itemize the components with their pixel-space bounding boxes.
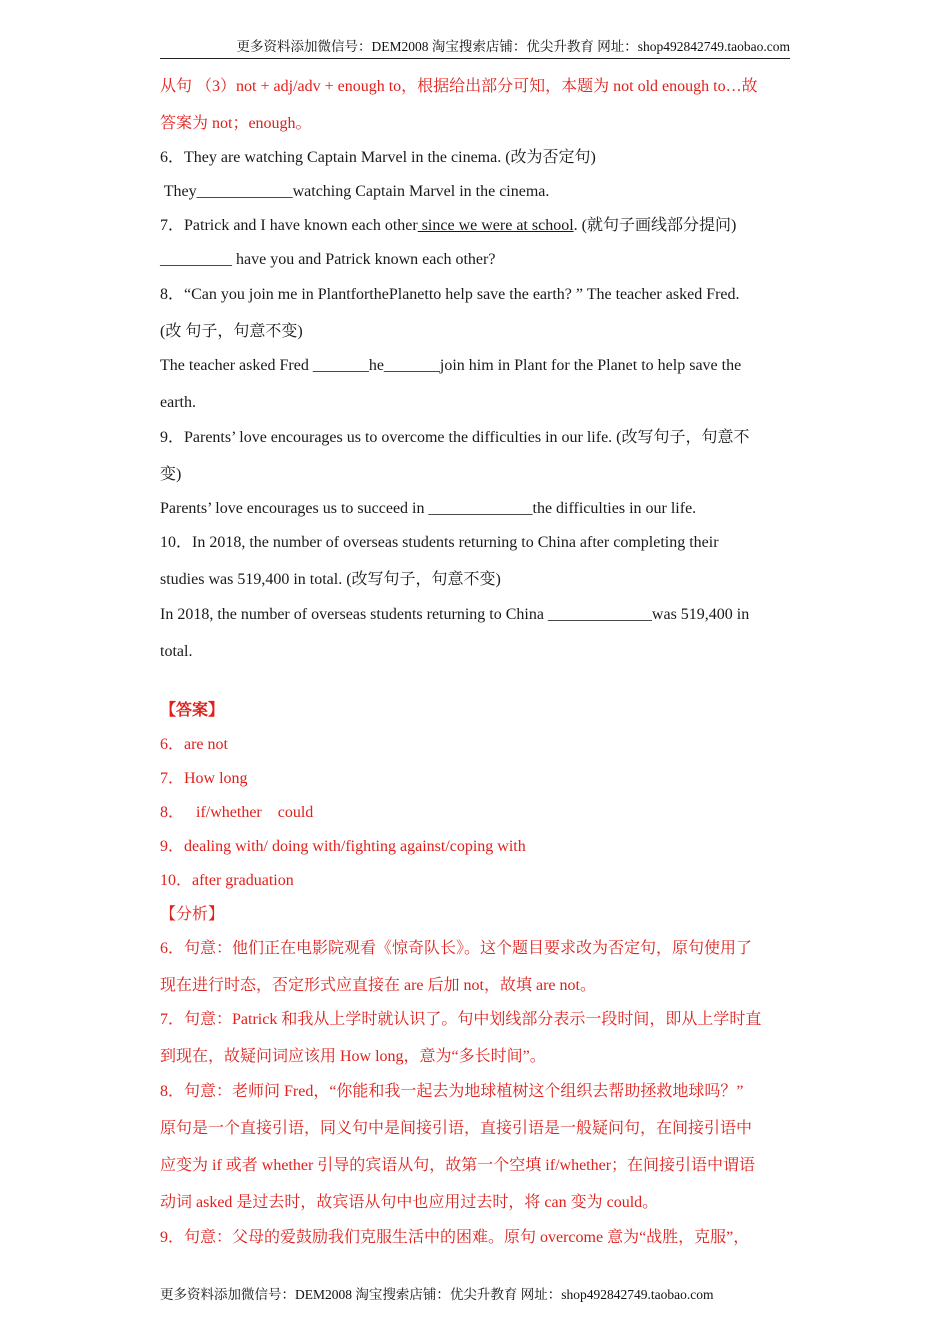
question-7-blank: _________ have you and Patrick known each other? [160, 251, 496, 268]
analysis-8-line-1: 8．句意：老师问 Fred，“你能和我一起去为地球植树这个组织去帮助拯救地球吗？” [160, 1083, 744, 1100]
question-7-prompt [160, 215, 790, 237]
analysis-7-line-1: 7．句意：Patrick 和我从上学时就认识了。句中划线部分表示一段时间，即从上学时直 [160, 1011, 762, 1028]
analysis-6-line-2: 现在进行时态，否定形式应直接在 are 后加 not，故填 are not。 [160, 977, 596, 994]
prev-explanation-line-1: 从句 （3）not + adj/adv + enough to，根据给出部分可知，本题为 not old enough to…故 [160, 78, 758, 95]
answers-heading: 【答案】 [160, 702, 225, 719]
question-10-prompt-continued: studies was 519,400 in total. (改写句子，句意不变) [160, 571, 501, 588]
analysis-9-line-1: 9．句意：父母的爱鼓励我们克服生活中的困难。原句 overcome 意为“战胜，克服”， [160, 1229, 750, 1246]
analysis-8-line-4: 动词 asked 是过去时，故宾语从句中也应用过去时，将 can 变为 could。 [160, 1194, 659, 1211]
analysis-8-line-3: 应变为 if 或者 whether 引导的宾语从句，故第一个空填 if/whether；在间接引语中谓语 [160, 1157, 756, 1174]
question-6-prompt: 6．They are watching Captain Marvel in the cinema. (改为否定句) [160, 149, 596, 166]
question-8-blank-continued: earth. [160, 394, 196, 411]
question-6-blank: They____________watching Captain Marvel in the cinema. [160, 183, 550, 200]
analysis-6-line-1: 6．句意：他们正在电影院观看《惊奇队长》。这个题目要求改为否定句，原句使用了 [160, 940, 753, 957]
question-8-prompt: 8．“Can you join me in PlantforthePlanetto help save the earth? ” The teacher asked Fred. [160, 286, 740, 303]
question-7-prompt-start: 7．Patrick and I have known each other [160, 217, 418, 234]
question-10-blank: In 2018, the number of overseas students returning to China _____________was 519,400 in [160, 606, 750, 623]
question-10-prompt: 10．In 2018, the number of overseas students returning to China after completing their [160, 534, 719, 551]
analysis-heading: 【分析】 [160, 906, 225, 923]
prev-explanation-line-2: 答案为 not；enough。 [160, 115, 312, 132]
answer-6: 6．are not [160, 736, 228, 753]
question-10-blank-continued: total. [160, 643, 193, 660]
analysis-7-line-2: 到现在，故疑问词应该用 How long，意为“多长时间”。 [160, 1048, 546, 1065]
page-footer: 更多资料添加微信号：DEM2008 淘宝搜索店铺：优尖升教育 网址：shop492842749.taobao.com [160, 1287, 714, 1302]
answer-7: 7．How long [160, 770, 248, 787]
answer-8: 8． if/whether could [160, 804, 314, 821]
question-9-prompt-continued: 变) [160, 466, 182, 483]
answer-9: 9．dealing with/ doing with/fighting against/coping with [160, 838, 526, 855]
analysis-8-line-2: 原句是一个直接引语，同义句中是间接引语，直接引语是一般疑问句，在间接引语中 [160, 1120, 753, 1137]
question-9-prompt: 9．Parents’ love encourages us to overcome the difficulties in our life. (改写句子，句意不 [160, 429, 750, 446]
page-header: 更多资料添加微信号：DEM2008 淘宝搜索店铺：优尖升教育 网址：shop492842749.taobao.com [160, 38, 790, 59]
question-7-prompt-end: . (就句子画线部分提问) [573, 217, 737, 234]
question-7-underlined-phrase: since we were at school [417, 217, 574, 234]
answer-10: 10．after graduation [160, 872, 294, 889]
question-8-blank: The teacher asked Fred _______he_______join him in Plant for the Planet to help save the [160, 357, 742, 374]
question-9-blank: Parents’ love encourages us to succeed in _____________the difficulties in our life. [160, 500, 697, 517]
question-8-instruction: (改 句子，句意不变) [160, 323, 303, 340]
